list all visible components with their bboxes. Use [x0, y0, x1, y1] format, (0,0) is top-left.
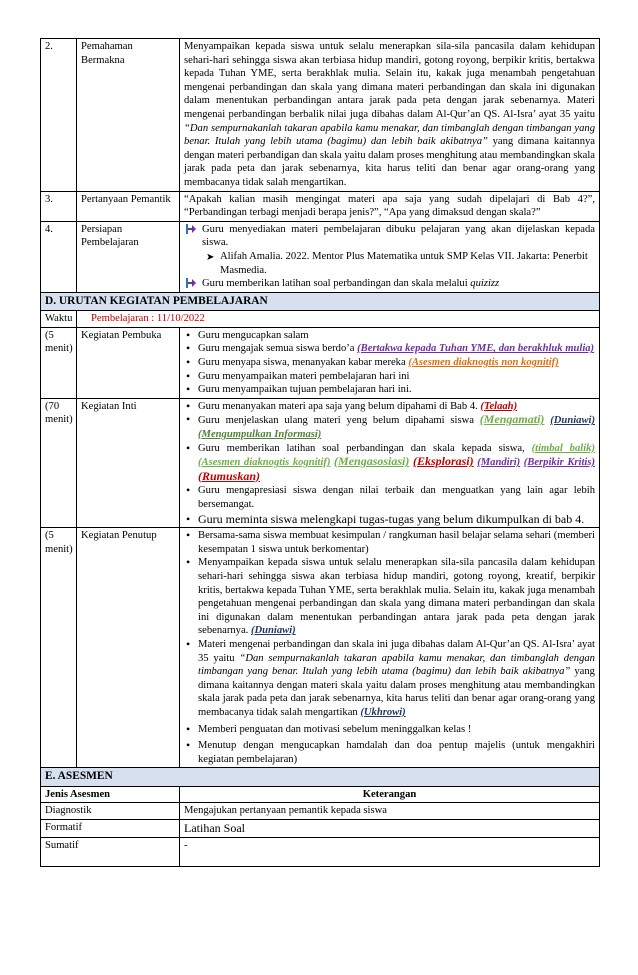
assessment-tag: (Asesmen diaknogtis non kognitif) — [408, 357, 559, 369]
list-item: • Guru menanyakan materi apa saja yang belum dipahami di Bab 4. (Telaah) — [198, 400, 595, 414]
list-item: • Guru mengajak semua siswa berdo’a (Bertakwa kepada Tuhan YME, dan berakhluk mulia) — [198, 342, 595, 356]
lesson-plan-page — [40, 38, 600, 867]
activity-time: (70 menit) — [41, 398, 77, 527]
list-item: • Guru mengucapkan salam — [198, 329, 595, 343]
section-title: E. ASESMEN — [41, 768, 600, 787]
duniawi-tag: (Duniawi) — [250, 625, 296, 637]
row-number: 3. — [41, 191, 77, 221]
asesmen-type: Diagnostik — [41, 803, 180, 820]
list-item: • Guru menyampaikan materi pembelajaran hari ini — [198, 370, 595, 384]
waktu-row — [41, 311, 600, 328]
row-name: Pemahaman Bermakna — [77, 39, 180, 192]
arrowhead-bullet-icon: ➤ — [206, 251, 215, 263]
row-kegiatan-pembuka — [41, 327, 600, 398]
lesson-plan-table — [40, 38, 600, 867]
keterangan-header: Keterangan — [180, 786, 600, 803]
pembelajaran-date: Pembelajaran : 11/10/2022 — [77, 311, 600, 328]
duniawi-tag: (Duniawi) — [550, 415, 595, 427]
asesmen-desc: Mengajukan pertanyaan pemantik kepada siswa — [180, 803, 600, 820]
desc-text: Menyampaikan kepada siswa untuk selalu menerapkan sila-sila pancasila dalam kehidupan sehari-hari sehingga siswa akan terbiasa hidup mandiri, gotong royong, berpikir kritis, bertakwa kepada Tuhan YME, serta berakhlak mulia. Selain itu, kakak juga menambah pengetahuan mengenai perbandingan dan skala yang dimana materi perbandingan dan skala ini digunakan dalam menentukan perbandingan antara jarak pada peta dengan jarak sebenarnya. Materi mengenai perbandingan berbalik nilai juga dibahas dalam Al-Qur’an QS. Al-Isra’ ayat 35 yaitu — [184, 41, 595, 120]
row-pemahaman-bermakna — [41, 39, 600, 192]
list-item: Guru memberikan latihan soal perbandingan dan skala melalui quizizz — [184, 277, 595, 291]
activity-name: Kegiatan Inti — [77, 398, 180, 527]
activity-name: Kegiatan Pembuka — [77, 327, 180, 398]
row-persiapan-pembelajaran — [41, 221, 600, 292]
quran-quote: “Dan sempurnakanlah takaran apabila kamu menakar, dan timbanglah dengan timbangan yang benar. Itulah yang lebih utama (bagimu) dan lebih baik akibatnya” — [198, 652, 595, 678]
row-pertanyaan-pemantik — [41, 191, 600, 221]
asesmen-type: Formatif — [41, 820, 180, 838]
timbal-balik-tag: (timbal balik) — [531, 442, 595, 454]
row-description — [180, 221, 600, 292]
list-item: • Materi mengenai perbandingan dan skala ini juga dibahas dalam Al-Qur’an QS. Al-Isra’ ayat 35 yaitu “Dan sempurnakanlah takaran apabila kamu menakar, dan timbanglah dengan timbangan yang benar. Itulah yang lebih utama (bagimu) dan lebih baik akibatnya” yang dimana kaitannya dengan materi skala yaitu dalam proses menghitung atau membandingkan skala jarak pada peta dan jarak sebenarnya, kita harus teliti dan benar agar orang-orang yang membacanya tidak salah mengartikan (Ukhrowi) — [198, 638, 595, 720]
section-title: D. URUTAN KEGIATAN PEMBELAJARAN — [41, 292, 600, 311]
asesmen-desc: - — [180, 837, 600, 866]
list-item: Guru menyediakan materi pembelajaran dibuku pelajaran yang akan dijelaskan kepada siswa. — [184, 223, 595, 250]
activity-name: Kegiatan Penutup — [77, 528, 180, 768]
row-description: “Apakah kalian masih mengingat materi apa saja yang sudah dipelajari di Bab 4?”, “Perbandingan terbagi menjadi berapa jenis?”, “Apa yang dimaksud dengan skala?” — [180, 191, 600, 221]
asesmen-kognitif-tag: (Asesmen diaknogtis kognitif) — [198, 457, 331, 469]
quran-quote: “Dan sempurnakanlah takaran apabila kamu menakar, dan timbanglah dengan timbangan yang benar. Itulah yang lebih utama (bagimu) dan lebih baik akibatnya” — [184, 122, 595, 148]
rumuskan-tag: (Rumuskan) — [198, 468, 261, 483]
table-row — [41, 837, 600, 866]
jenis-asesmen-header: Jenis Asesmen — [41, 786, 180, 803]
activity-time: (5 menit) — [41, 528, 77, 768]
list-item: • Memberi penguatan dan motivasi sebelum meninggalkan kelas ! — [198, 723, 595, 737]
activity-list — [180, 528, 600, 768]
list-item: • Menyampaikan kepada siswa untuk selalu menerapkan sila-sila pancasila dalam kehidupan sehari-hari sehingga siswa akan terbiasa hidup mandiri, gotong royong, kreatif, berpikir kritis, bertakwa kepada Tuhan YME, serta berakhlak mulia. Selain itu, kakak juga menambah pengetahuan mengenai perbandingan dan skala yang dimana materi perbandingan dan skala ini digunakan dalam menentukan perbandingan antara jarak pada peta dengan jarak sebenarnya. (Duniawi) — [198, 556, 595, 638]
competency-tag: (Bertakwa kepada Tuhan YME, dan berakhluk mulia) — [357, 343, 595, 355]
table-row — [41, 820, 600, 838]
section-d-header — [41, 292, 600, 311]
activity-list — [180, 327, 600, 398]
list-subitem: ➤ Alifah Amalia. 2022. Mentor Plus Matematika untuk SMP Kelas VII. Jakarta: Penerbit Masmedia. — [206, 250, 588, 276]
list-item: • Guru mengapresiasi siswa dengan nilai terbaik dan menguatkan yang lain agar lebih bersemangat. — [198, 484, 595, 511]
list-item: • Guru meminta siswa melengkapi tugas-tugas yang belum dikumpulkan di bab 4. — [198, 512, 595, 527]
activity-list — [180, 398, 600, 527]
section-e-header — [41, 768, 600, 787]
asesmen-header-row — [41, 786, 600, 803]
list-item: • Guru menjelaskan ulang materi yeng belum dipahami siswa (Mengamati) (Duniawi) (Mengumpulkan Informasi) — [198, 413, 595, 441]
row-name: Persiapan Pembelajaran — [77, 221, 180, 292]
waktu-label: Waktu — [41, 311, 77, 328]
row-kegiatan-penutup — [41, 528, 600, 768]
list-item: • Bersama-sama siswa membuat kesimpulan / rangkuman hasil belajar selama sehari (memberi kesempatan 1 siswa untuk berkomentar) — [198, 529, 595, 556]
list-item: • Guru menyampaikan tujuan pembelajaran hari ini. — [198, 383, 595, 397]
table-row — [41, 803, 600, 820]
informasi-tag: (Mengumpulkan Informasi) — [198, 429, 322, 441]
arrow-bullet-icon — [186, 278, 196, 288]
list-item: • Guru menyapa siswa, menanyakan kabar mereka (Asesmen diaknogtis non kognitif) — [198, 356, 595, 370]
berpikir-kritis-tag: (Berpikir Kritis) — [523, 457, 595, 469]
ukhrowi-tag: (Ukhrowi) — [360, 706, 406, 718]
row-number: 2. — [41, 39, 77, 192]
mengasosiasi-tag: (Mengasosiasi) — [334, 454, 410, 469]
asesmen-type: Sumatif — [41, 837, 180, 866]
activity-time: (5 menit) — [41, 327, 77, 398]
eksplorasi-tag: (Eksplorasi) — [412, 454, 474, 469]
mandiri-tag: (Mandiri) — [477, 457, 521, 469]
arrow-bullet-icon — [186, 224, 196, 234]
row-description — [180, 39, 600, 192]
list-item: • Guru memberikan latihan soal perbandingan dan skala kepada siswa, (timbal balik) (Asesmen diaknogtis kognitif) (Mengasosiasi) (Eksplorasi) (Mandiri) (Berpikir Kritis) (Rumuskan) — [198, 442, 595, 485]
desc-text-end: yang dimana kaitannya dengan materi perbandigan dan skala yaitu dalam proses menghitung atau membandingkan skala jarak pada peta dan jarak sebenarnya, kita harus teliti dan benar agar orang-orang yang membacanya tidak salah mengartikan. — [184, 136, 595, 188]
row-name: Pertanyaan Pemantik — [77, 191, 180, 221]
mengamati-tag: (Mengamati) — [479, 412, 545, 427]
row-kegiatan-inti — [41, 398, 600, 527]
list-item: • Menutup dengan mengucapkan hamdalah dan doa pentup majelis (untuk mengakhiri kegiatan pembelajaran) — [198, 739, 595, 766]
telaah-tag: (Telaah) — [480, 400, 518, 412]
row-number: 4. — [41, 221, 77, 292]
asesmen-desc: Latihan Soal — [180, 820, 600, 838]
